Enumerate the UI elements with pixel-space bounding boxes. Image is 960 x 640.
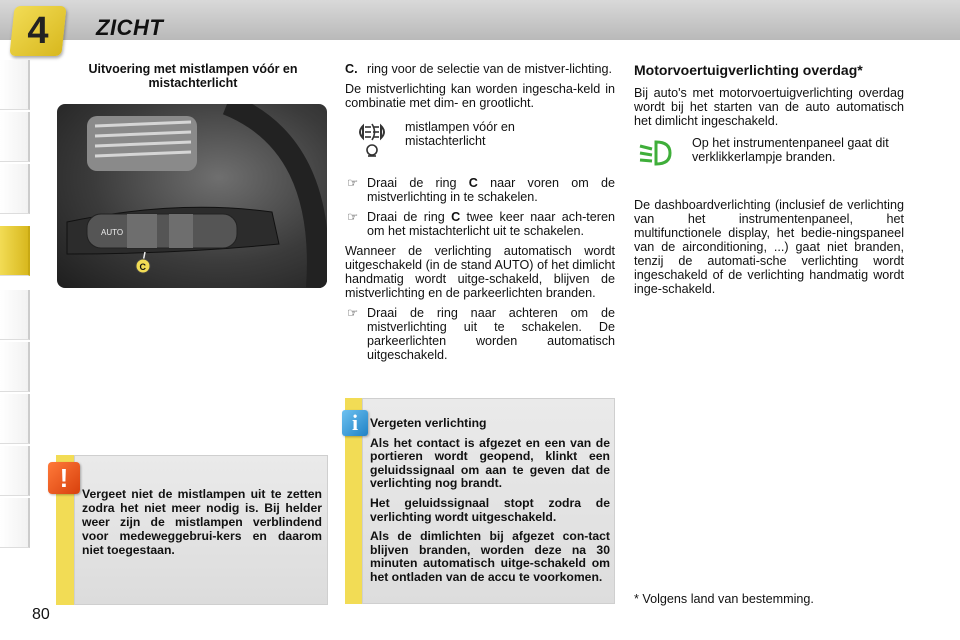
ring-c-label: C: [139, 262, 146, 272]
auto-label: AUTO: [101, 228, 124, 237]
info-paragraph: Als de dimlichten bij afgezet con-tact blijven branden, worden deze na 30 minuten automatisch uitge-schakeld om het ontladen van de accu te voorkomen.: [370, 529, 610, 584]
footnote: * Volgens land van bestemming.: [634, 592, 814, 606]
stalk-ring-segment: [127, 214, 157, 248]
section-heading-daytime-lights: Motorvoertuigverlichting overdag*: [634, 62, 863, 78]
chapter-tab[interactable]: [0, 498, 30, 548]
pointing-hand-icon: ☞: [347, 176, 359, 190]
instruction-bullet: ☞ Draai de ring naar achteren om de mistverlichting uit te schakelen. De parkeerlichten worden automatisch uitgeschakeld.: [347, 306, 615, 362]
page-number: 80: [32, 606, 50, 623]
info-icon: i: [342, 410, 368, 436]
pointing-hand-icon: ☞: [347, 306, 359, 320]
lighting-stalk-photo: [57, 104, 327, 288]
chapter-tab[interactable]: [0, 394, 30, 444]
fog-symbol-row: [345, 120, 615, 166]
chapter-tab[interactable]: [0, 112, 30, 162]
indicator-row: [634, 136, 904, 186]
steering-wheel: [227, 104, 318, 288]
chapter-tab[interactable]: [0, 164, 30, 214]
section-heading-fog-lights: Uitvoering met mistlampen vóór en mistachterlicht: [88, 62, 298, 90]
daytime-intro-paragraph: Bij auto's met motorvoertuigverlichting overdag wordt bij het starten van de auto automatisch het dimlicht ingeschakeld.: [634, 86, 904, 128]
pointing-hand-icon: ☞: [347, 210, 359, 224]
warning-text: Vergeet niet de mistlampen uit te zetten zodra het niet meer nodig is. Bij helder weer zijn de mistlampen verblindend voor medeweggebrui-kers en daarom niet toegestaan.: [82, 487, 322, 557]
chapter-tab-strip: [0, 60, 30, 580]
dipped-beam-indicator-icon: [636, 138, 676, 168]
chapter-tab[interactable]: [0, 290, 30, 340]
warning-icon: !: [48, 462, 80, 494]
fog-symbol-label: mistlampen vóór en mistachterlicht: [405, 120, 515, 148]
chapter-tab[interactable]: [0, 342, 30, 392]
ring-c-description: ring voor de selectie van de mistver-lichting.: [367, 62, 612, 76]
stalk-ring-segment: [169, 214, 193, 248]
info-paragraph: Het geluidssignaal stopt zodra de verlichting wordt uitgeschakeld.: [370, 495, 610, 524]
column-daytime-running-lights: [634, 62, 904, 304]
auto-mode-paragraph: Wanneer de verlichting automatisch wordt uitgeschakeld (in de stand AUTO) of het dimlicht handmatig wordt uitge-schakeld, blijven de mistverlichting en de parkeerlichten branden.: [345, 244, 615, 300]
chapter-tab[interactable]: [0, 60, 30, 110]
fog-light-icon: [355, 120, 389, 160]
ring-c-definition: [345, 62, 615, 76]
dashboard-lighting-paragraph: De dashboardverlichting (inclusief de verlichting van het instrumentenpaneel, het multifunctionele display, het bedie-ningspaneel van de airconditioning, ...) gaat niet branden, tenzij de automati-sche verlichting wordt ingeschakeld of de verlichting handmatig wordt inge-schakeld.: [634, 198, 904, 296]
lighting-stalk-illustration: [57, 104, 327, 288]
indicator-label: Op het instrumentenpaneel gaat dit verklikkerlampje branden.: [692, 136, 889, 164]
chapter-tab-active[interactable]: [0, 226, 30, 276]
info-paragraph: Als het contact is afgezet en een van de portieren wordt geopend, klinkt een geluidssignaal om aan te geven dat de verlichting nog brandt.: [370, 435, 610, 491]
chapter-title: ZICHT: [96, 15, 164, 40]
instruction-bullet: ☞ Draai de ring C twee keer naar ach-teren om het mistachterlicht uit te schakelen.: [347, 210, 615, 238]
info-title: Vergeten verlichting: [370, 416, 487, 430]
ring-c-term: C.: [345, 62, 358, 76]
chapter-number: 4: [27, 10, 49, 52]
info-text: [370, 417, 610, 591]
fog-intro-paragraph: De mistverlichting kan worden ingescha-keld in combinatie met dim- en grootlicht.: [345, 82, 615, 110]
chapter-tab[interactable]: [0, 446, 30, 496]
instruction-bullet: ☞ Draai de ring C naar voren om de mistverlichting in te schakelen.: [347, 176, 616, 204]
column-fog-instructions: [345, 62, 615, 368]
